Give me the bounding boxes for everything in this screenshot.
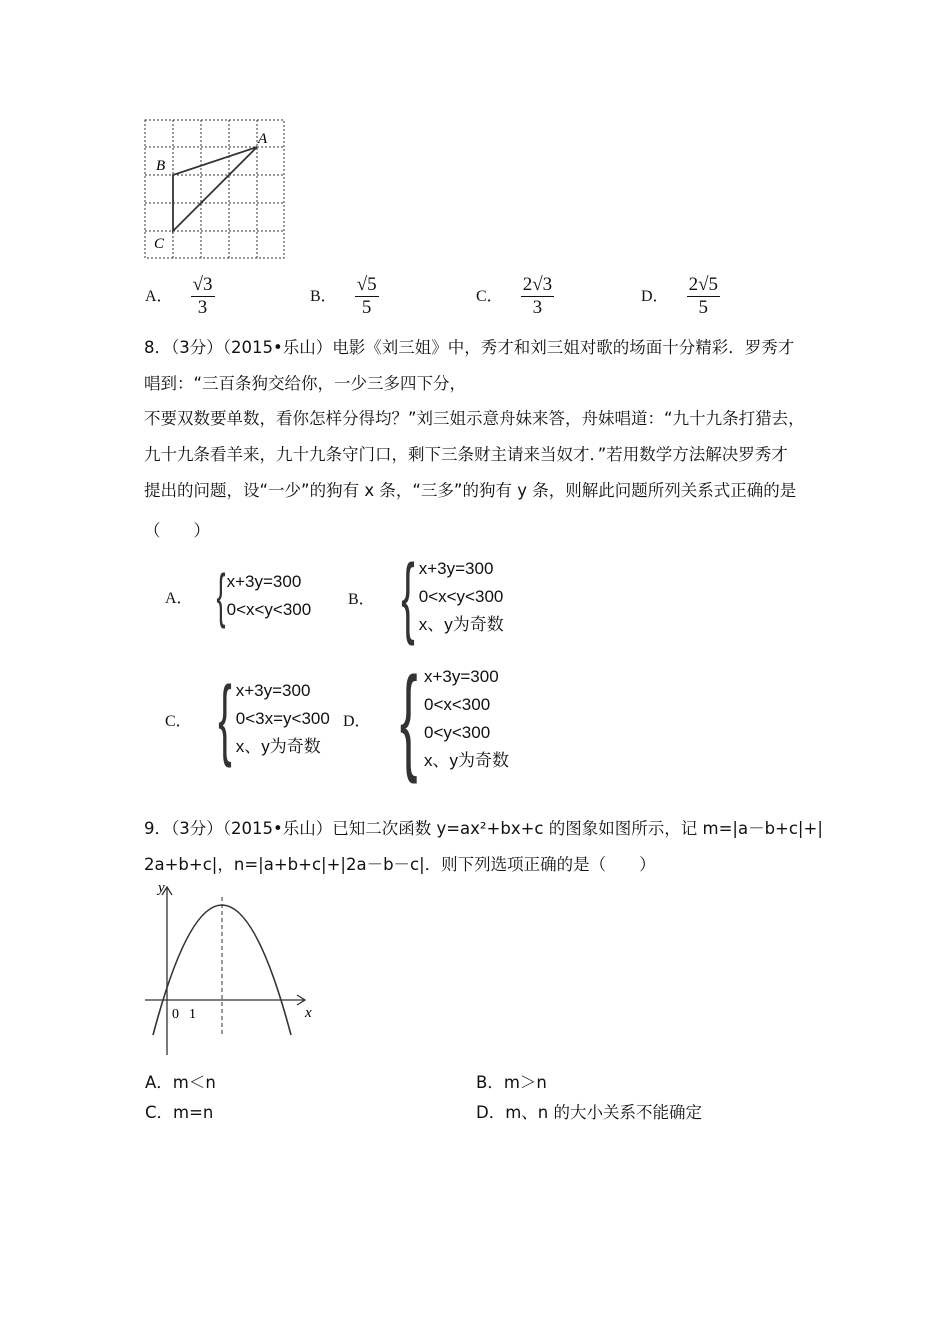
equation: 0<x<300 xyxy=(423,695,491,714)
equation: x、y为奇数 xyxy=(418,615,504,634)
option-label: B． xyxy=(348,590,375,608)
equation: 0<x<y<300 xyxy=(418,587,504,606)
label-b: B xyxy=(156,158,166,174)
q8-line: 提出的问题，设“一少”的狗有 x 条，“三多”的狗有 y 条，则解此问题所列关系式正确的是 xyxy=(144,481,797,500)
numerator: 2√5 xyxy=(688,274,718,295)
grid-triangle-figure xyxy=(140,115,300,265)
label-c: C xyxy=(154,236,165,252)
q8-line: 唱到：“三百条狗交给你，一少三多四下分， xyxy=(144,374,467,393)
equation: x、y为奇数 xyxy=(235,737,321,756)
q7-option-b[interactable] xyxy=(310,274,379,319)
equation: x、y为奇数 xyxy=(423,751,509,770)
option-label: B． xyxy=(476,1073,504,1092)
q9-line: 9．（3分）（2015•乐山）已知二次函数 y=ax²+bx+c 的图象如图所示，记 m=|a－b+c|+| xyxy=(144,819,823,838)
q8-answer-blank: （ ） xyxy=(144,521,210,540)
denominator: 5 xyxy=(698,297,709,318)
q9-option-c[interactable] xyxy=(145,1099,213,1123)
y-axis-label: y xyxy=(158,880,165,896)
option-text: m＜n xyxy=(172,1073,216,1092)
option-label: D． xyxy=(641,288,669,305)
equation: x+3y=300 xyxy=(418,559,494,578)
brace: { xyxy=(399,653,418,785)
numerator: √3 xyxy=(192,274,213,295)
q7-option-d[interactable] xyxy=(641,274,720,319)
denominator: 3 xyxy=(532,297,543,318)
option-label: D． xyxy=(476,1103,506,1122)
q8-line: 8．（3分）（2015•乐山）电影《刘三姐》中，秀才和刘三姐对歌的场面十分精彩．罗秀才 xyxy=(144,338,795,357)
equation: x+3y=300 xyxy=(423,667,499,686)
q9-option-b[interactable] xyxy=(476,1069,547,1093)
option-label: D． xyxy=(343,712,371,730)
q8-option-b[interactable] xyxy=(348,547,504,647)
q9-option-d[interactable] xyxy=(476,1099,702,1123)
q8-line: 九十九条看羊来，九十九条守门口，剩下三条财主请来当奴才．”若用数学方法解决罗秀才 xyxy=(144,445,788,464)
numerator: √5 xyxy=(356,274,377,295)
q8-option-d[interactable] xyxy=(343,653,509,785)
denominator: 5 xyxy=(361,297,372,318)
option-label: B． xyxy=(310,288,337,305)
denominator: 3 xyxy=(197,297,208,318)
q9-line: 2a+b+c|，n=|a+b+c|+|2a－b－c|．则下列选项正确的是（ ） xyxy=(144,855,656,874)
parabola-graph xyxy=(140,875,330,1060)
equation: 0<y<300 xyxy=(423,723,491,742)
q7-option-c[interactable] xyxy=(476,274,554,319)
tick-one-label: 1 xyxy=(189,1007,196,1022)
option-label: A． xyxy=(145,1073,173,1092)
equation: x+3y=300 xyxy=(235,681,311,700)
numerator: 2√3 xyxy=(522,274,553,295)
option-text: m、n 的大小关系不能确定 xyxy=(505,1103,702,1122)
option-label: C． xyxy=(476,288,503,305)
brace: { xyxy=(216,562,226,629)
brace: { xyxy=(217,669,232,769)
brace: { xyxy=(400,547,415,647)
option-label: C． xyxy=(165,712,192,730)
option-text: m=n xyxy=(173,1103,214,1122)
equation: x+3y=300 xyxy=(226,572,302,591)
origin-label: 0 xyxy=(172,1007,179,1022)
q8-line: 不要双数要单数，看你怎样分得均？”刘三姐示意舟妹来答，舟妹唱道：“九十九条打猎去， xyxy=(144,409,805,428)
option-label: C． xyxy=(145,1103,174,1122)
equation: 0<x<y<300 xyxy=(226,600,312,619)
q8-option-a[interactable] xyxy=(165,562,312,629)
equation: 0<3x=y<300 xyxy=(235,709,330,728)
label-a: A xyxy=(258,131,268,147)
q7-option-a[interactable] xyxy=(145,274,215,319)
option-label: A． xyxy=(165,589,193,607)
q9-option-a[interactable] xyxy=(145,1069,216,1093)
option-text: m＞n xyxy=(503,1073,547,1092)
option-label: A． xyxy=(145,288,173,305)
x-axis-label: x xyxy=(305,1005,312,1021)
q8-option-c[interactable] xyxy=(165,669,330,769)
